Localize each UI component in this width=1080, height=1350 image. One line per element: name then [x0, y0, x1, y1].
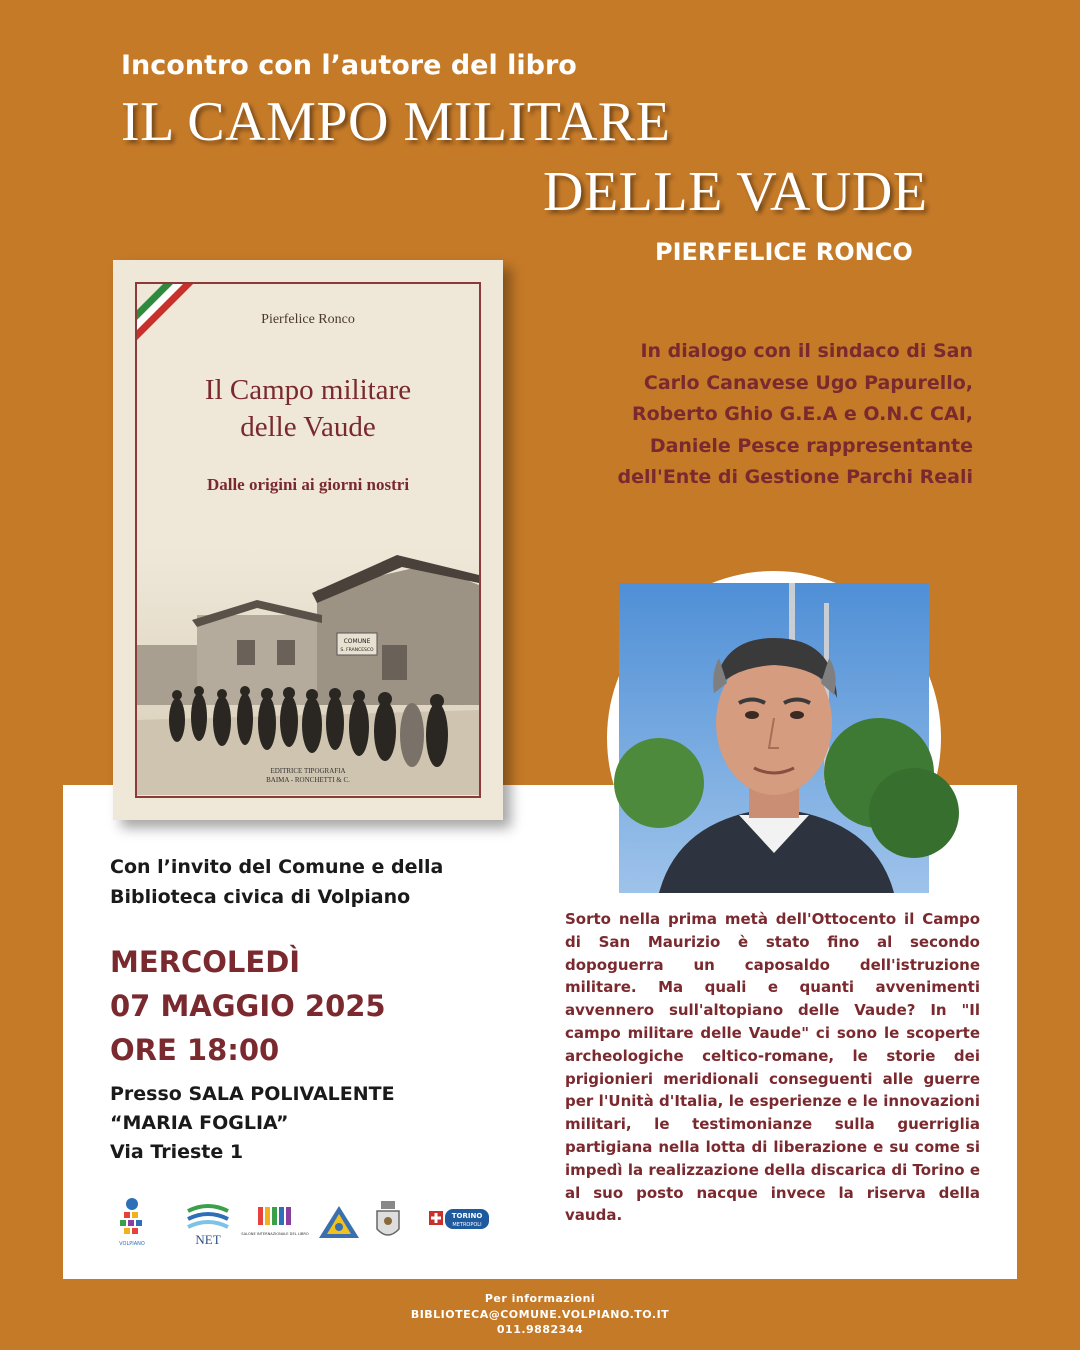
contact-email[interactable]: BIBLIOTECA@COMUNE.VOLPIANO.TO.IT — [410, 1307, 670, 1321]
publisher-line: EDITRICE TIPOGRAFIA — [270, 767, 346, 775]
book-cover — [113, 260, 503, 820]
contact-info — [0, 1291, 1080, 1338]
dialog-line: dell'Ente di Gestione Parchi Reali — [617, 466, 973, 488]
author-portrait — [607, 571, 941, 905]
dialog-line: Daniele Pesce rappresentante — [649, 434, 973, 457]
event-day: MERCOLEDÌ — [110, 945, 301, 979]
invite-line: Biblioteca civica di Volpiano — [110, 886, 411, 908]
event-time: ORE 18:00 — [110, 1033, 280, 1067]
invite-line: Con l’invito del Comune e della — [110, 856, 444, 878]
logo-text: SALONE INTERNAZIONALE DEL LIBRO — [241, 1232, 309, 1236]
title-line-1: IL CAMPO MILITARE — [121, 91, 671, 153]
eyebrow-text: Incontro con l’autore del libro — [121, 50, 577, 81]
invite-text — [110, 852, 443, 912]
logo-text: VOLPIANO — [119, 1241, 145, 1247]
triangle-icon — [317, 1200, 361, 1244]
book-description: Sorto nella prima metà dell'Ottocento il Campo di San Maurizio è stato fino al secondo dopoguerra un caposaldo dell'istruzione militare. Ma quali e quanti avvenimenti avvennero sull'altopiano delle Vaude? In "Il campo militare delle Vaude" ci sono le scoperte archeologiche celtico-romane, le storie dei prigionieri meridionali conseguenti alle guerre per l'Unità d'Italia, le esperienze e le innovazioni militari, le testimonianze sulla guerriglia partigiana nella lotta di liberazione e su come si impedì la realizzazione della discarica di Torino e al suo posto nacque invece la riserva della vauda. — [565, 910, 980, 1225]
triangle-logo — [316, 1196, 362, 1248]
informagiovani-logo — [108, 1196, 156, 1248]
book-title-line: delle Vaude — [240, 411, 376, 443]
event-date: 07 MAGGIO 2025 — [110, 989, 386, 1023]
salone-icon — [241, 1199, 309, 1245]
contact-phone[interactable]: 011.9882344 — [496, 1323, 584, 1336]
book-publisher — [113, 767, 503, 785]
portrait-photo — [619, 583, 929, 893]
book-author: Pierfelice Ronco — [261, 312, 355, 327]
author-name: PIERFELICE RONCO — [655, 238, 913, 266]
contact-label: Per informazioni — [484, 1292, 596, 1305]
logo-text: NET — [195, 1232, 221, 1247]
dialog-line: Roberto Ghio G.E.A e O.N.C CAI, — [632, 403, 973, 425]
publisher-line: BAIMA - RONCHETTI & C. — [266, 776, 350, 784]
portrait-illustration — [619, 583, 929, 893]
logo-text: TORINO — [451, 1212, 483, 1220]
torino-icon — [427, 1207, 491, 1237]
salone-libro-logo — [241, 1196, 309, 1248]
crest-icon — [373, 1197, 403, 1247]
dialog-line: In dialogo con il sindaco di San — [640, 340, 973, 362]
informagiovani-icon — [110, 1196, 154, 1248]
torino-metropoli-logo — [426, 1196, 492, 1248]
photo-sign-text: S. FRANCESCO — [340, 648, 374, 653]
dialog-line: Carlo Canavese Ugo Papurello, — [643, 371, 973, 394]
book-title-line: Il Campo militare — [204, 374, 412, 406]
historic-photo — [137, 545, 479, 795]
book-title — [113, 372, 503, 446]
venue-line: Presso SALA POLIVALENTE — [110, 1083, 395, 1105]
logo-text: METROPOLI — [452, 1222, 482, 1228]
dialog-text — [503, 336, 973, 494]
venue-line: “MARIA FOGLIA” — [110, 1112, 289, 1134]
venue-text — [110, 1080, 395, 1167]
net-logo — [183, 1196, 233, 1248]
book-subtitle: Dalle origini ai giorni nostri — [206, 475, 410, 494]
event-datetime — [110, 940, 386, 1072]
photo-sign-text: COMUNE — [343, 638, 371, 645]
title-line-2: DELLE VAUDE — [543, 161, 928, 223]
sponsor-logos — [108, 1196, 498, 1252]
venue-line: Via Trieste 1 — [110, 1141, 244, 1163]
net-icon — [184, 1197, 232, 1247]
comune-volpiano-crest — [370, 1196, 406, 1248]
